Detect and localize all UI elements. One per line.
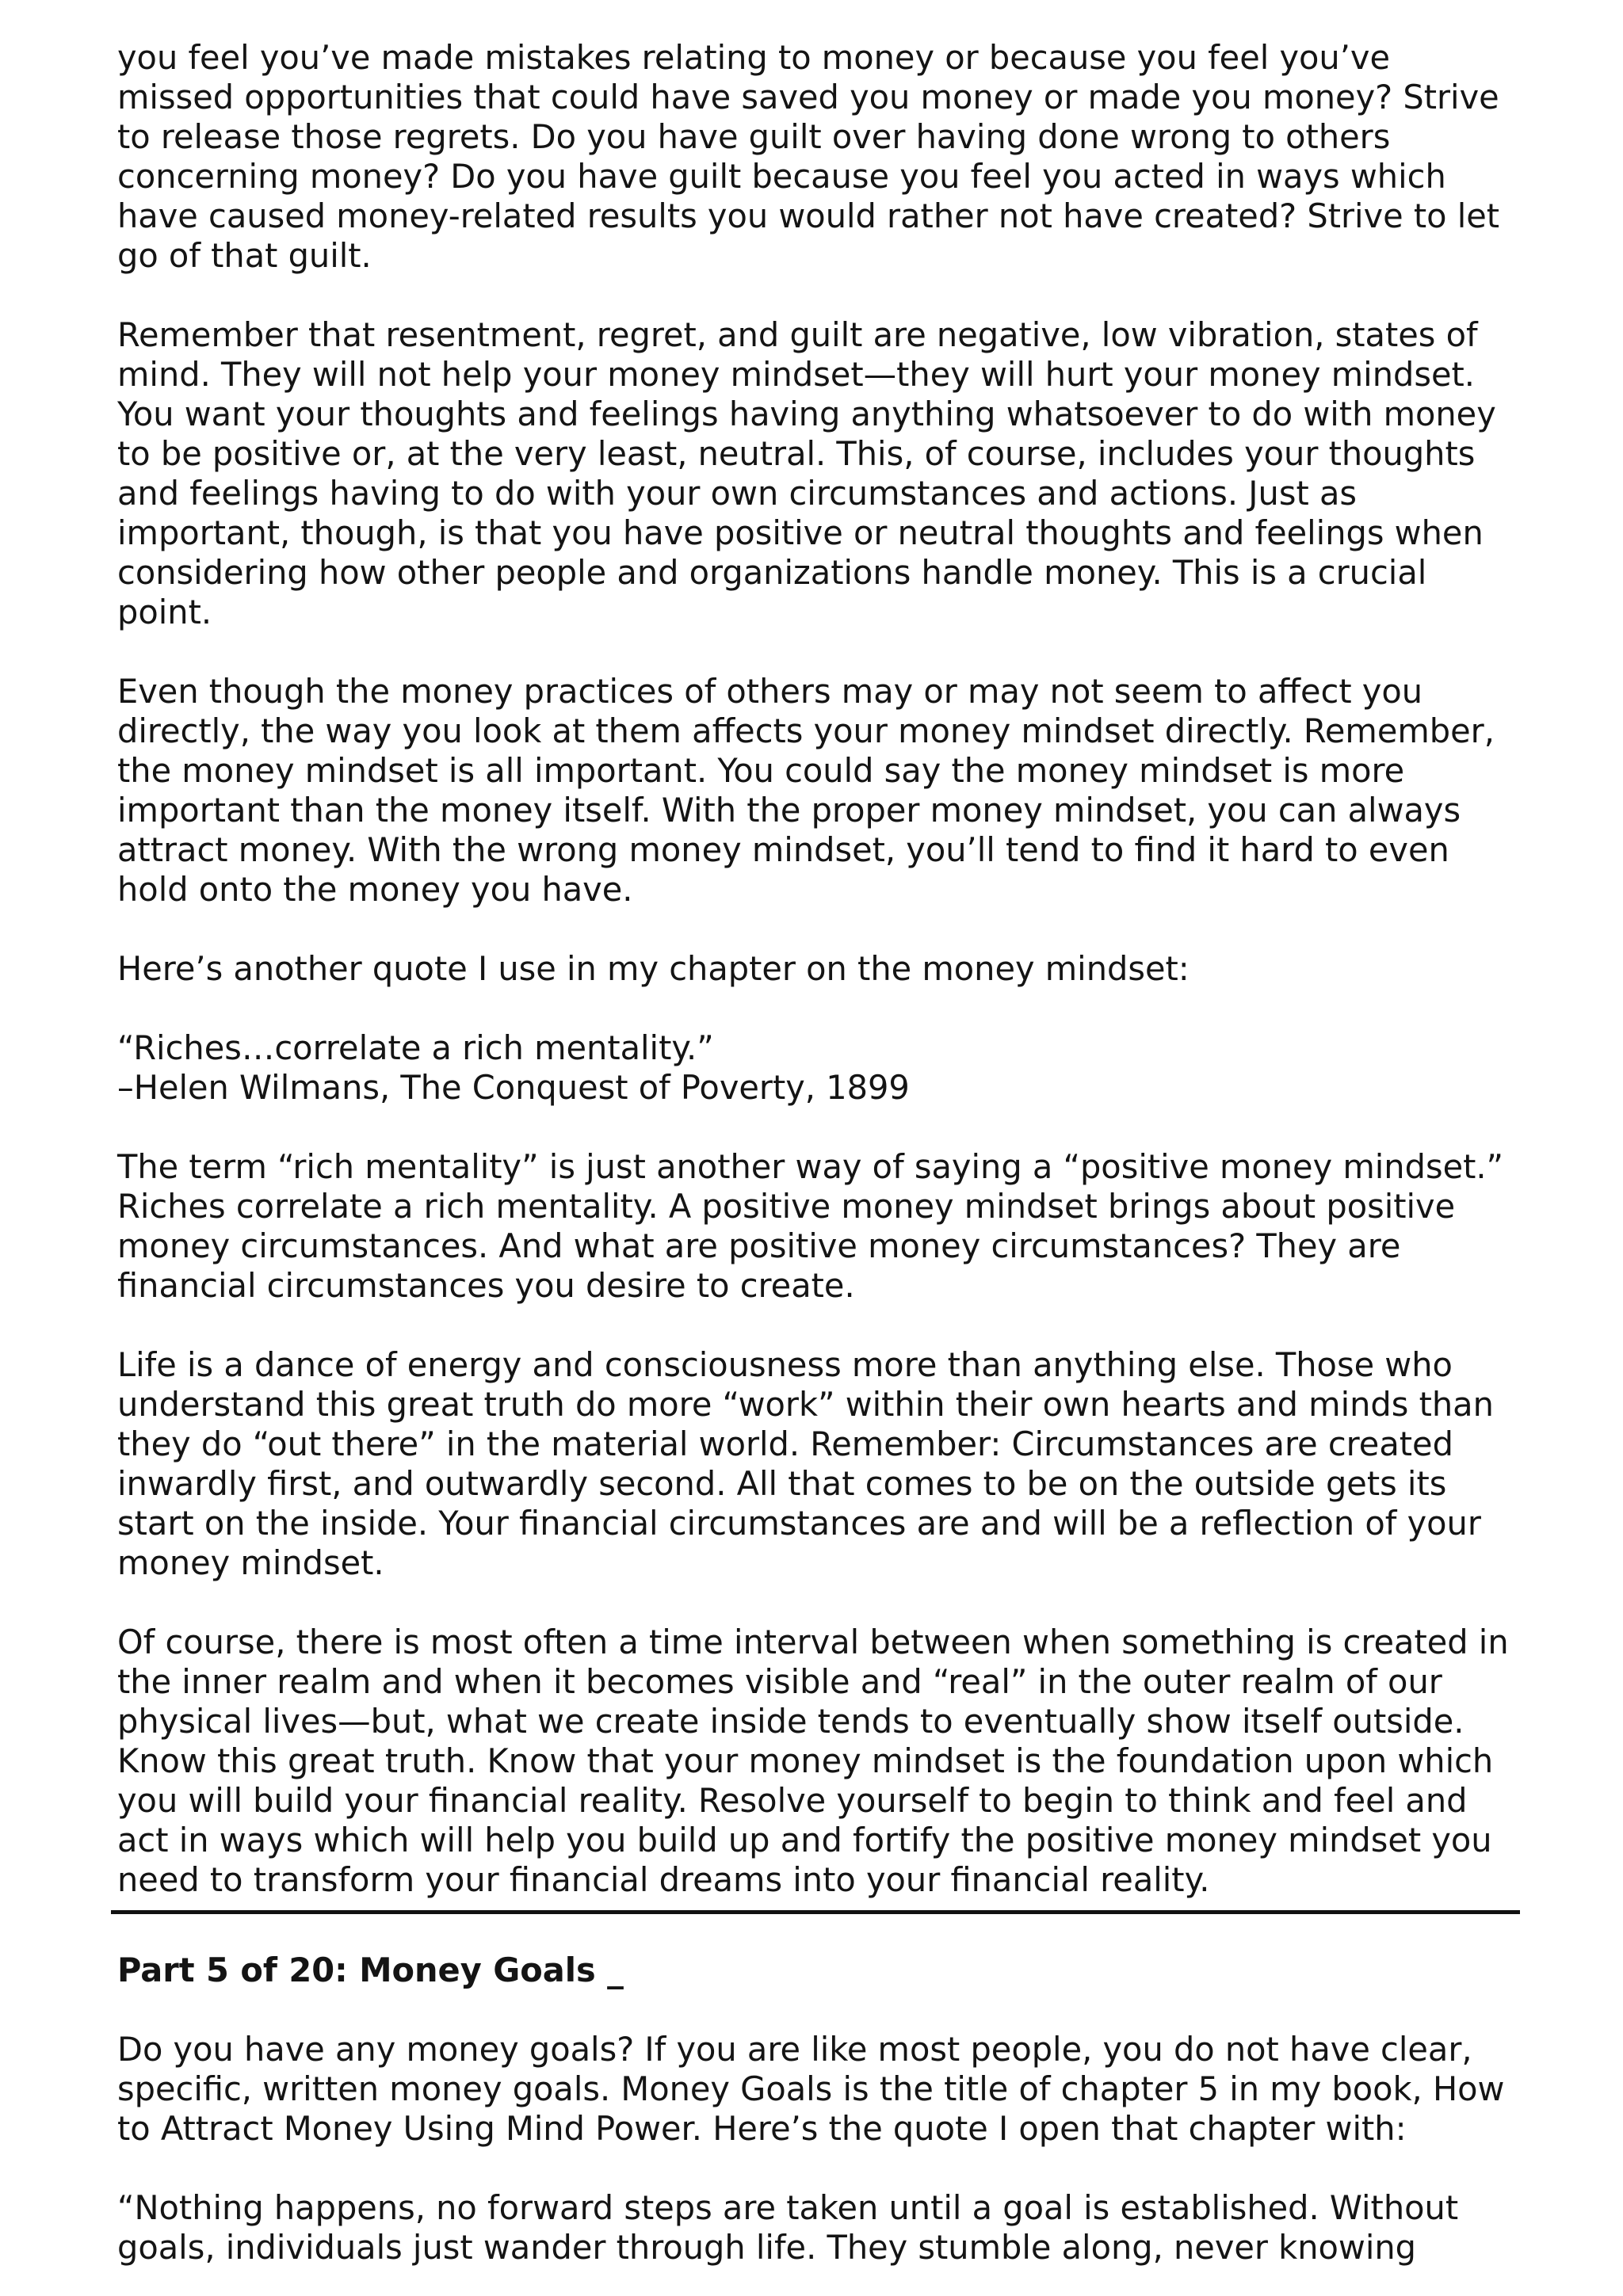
- quote-text: “Riches…correlate a rich mentality.”: [117, 1028, 714, 1067]
- quote-attribution: –Helen Wilmans, The Conquest of Poverty, 1899: [117, 1068, 910, 1107]
- document-body: [117, 38, 1512, 1900]
- paragraph: The term “rich mentality” is just another way of saying a “positive money mindset.” Riches correlate a rich mentality. A positive money mindset brings about positive money circumstances. And what are positive money circumstances? They are financial circumstances you desire to create.: [117, 1147, 1504, 1305]
- block-quote: [117, 1028, 1512, 1108]
- section-heading: Part 5 of 20: Money Goals _: [117, 1951, 624, 1989]
- paragraph: Here’s another quote I use in my chapter on the money mindset:: [117, 949, 1190, 988]
- section-part-5: [117, 1951, 1512, 2267]
- paragraph: Life is a dance of energy and consciousness more than anything else. Those who understand this great truth do more “work” within their own hearts and minds than they do “out there” in the material world. Remember: Circumstances are created inwardly first, and outwardly second. All that comes to be on the outside gets its start on the inside. Your financial circumstances are and will be a reflection of your money mindset.: [117, 1345, 1494, 1582]
- section-divider: [111, 1910, 1520, 1914]
- paragraph: Remember that resentment, regret, and guilt are negative, low vibration, states of mind. They will not help your money mindset—they will hurt your money mindset. You want your thoughts and feelings having anything whatsoever to do with money to be positive or, at the very least, neutral. This, of course, includes your thoughts and feelings having to do with your own circumstances and actions. Just as important, though, is that you have positive or neutral thoughts and feelings when considering how other people and organizations handle money. This is a crucial point.: [117, 315, 1496, 631]
- paragraph: Of course, there is most often a time interval between when something is created in the inner realm and when it becomes visible and “real” in the outer realm of our physical lives—but, what we create inside tends to eventually show itself outside. Know this great truth. Know that your money mindset is the foundation upon which you will build your financial reality. Resolve yourself to begin to think and feel and act in ways which will help you build up and fortify the positive money mindset you need to transform your financial dreams into your financial reality.: [117, 1623, 1509, 1899]
- paragraph: Even though the money practices of others may or may not seem to affect you directly, the way you look at them affects your money mindset directly. Remember, the money mindset is all important. You could say the money mindset is more important than the money itself. With the proper money mindset, you can always attract money. With the wrong money mindset, you’ll tend to find it hard to even hold onto the money you have.: [117, 672, 1495, 909]
- quote-text: “Nothing happens, no forward steps are taken until a goal is established. Without goals, individuals just wander through life. They stumble along, never knowing: [117, 2188, 1459, 2267]
- paragraph: Do you have any money goals? If you are like most people, you do not have clear, specific, written money goals. Money Goals is the title of chapter 5 in my book, How to Attract Money Using Mind Power. Here’s the quote I open that chapter with:: [117, 2030, 1505, 2148]
- paragraph: you feel you’ve made mistakes relating to money or because you feel you’ve missed opportunities that could have saved you money or made you money? Strive to release those regrets. Do you have guilt over having done wrong to others concerning money? Do you have guilt because you feel you acted in ways which have caused money-related results you would rather not have created? Strive to let go of that guilt.: [117, 38, 1500, 275]
